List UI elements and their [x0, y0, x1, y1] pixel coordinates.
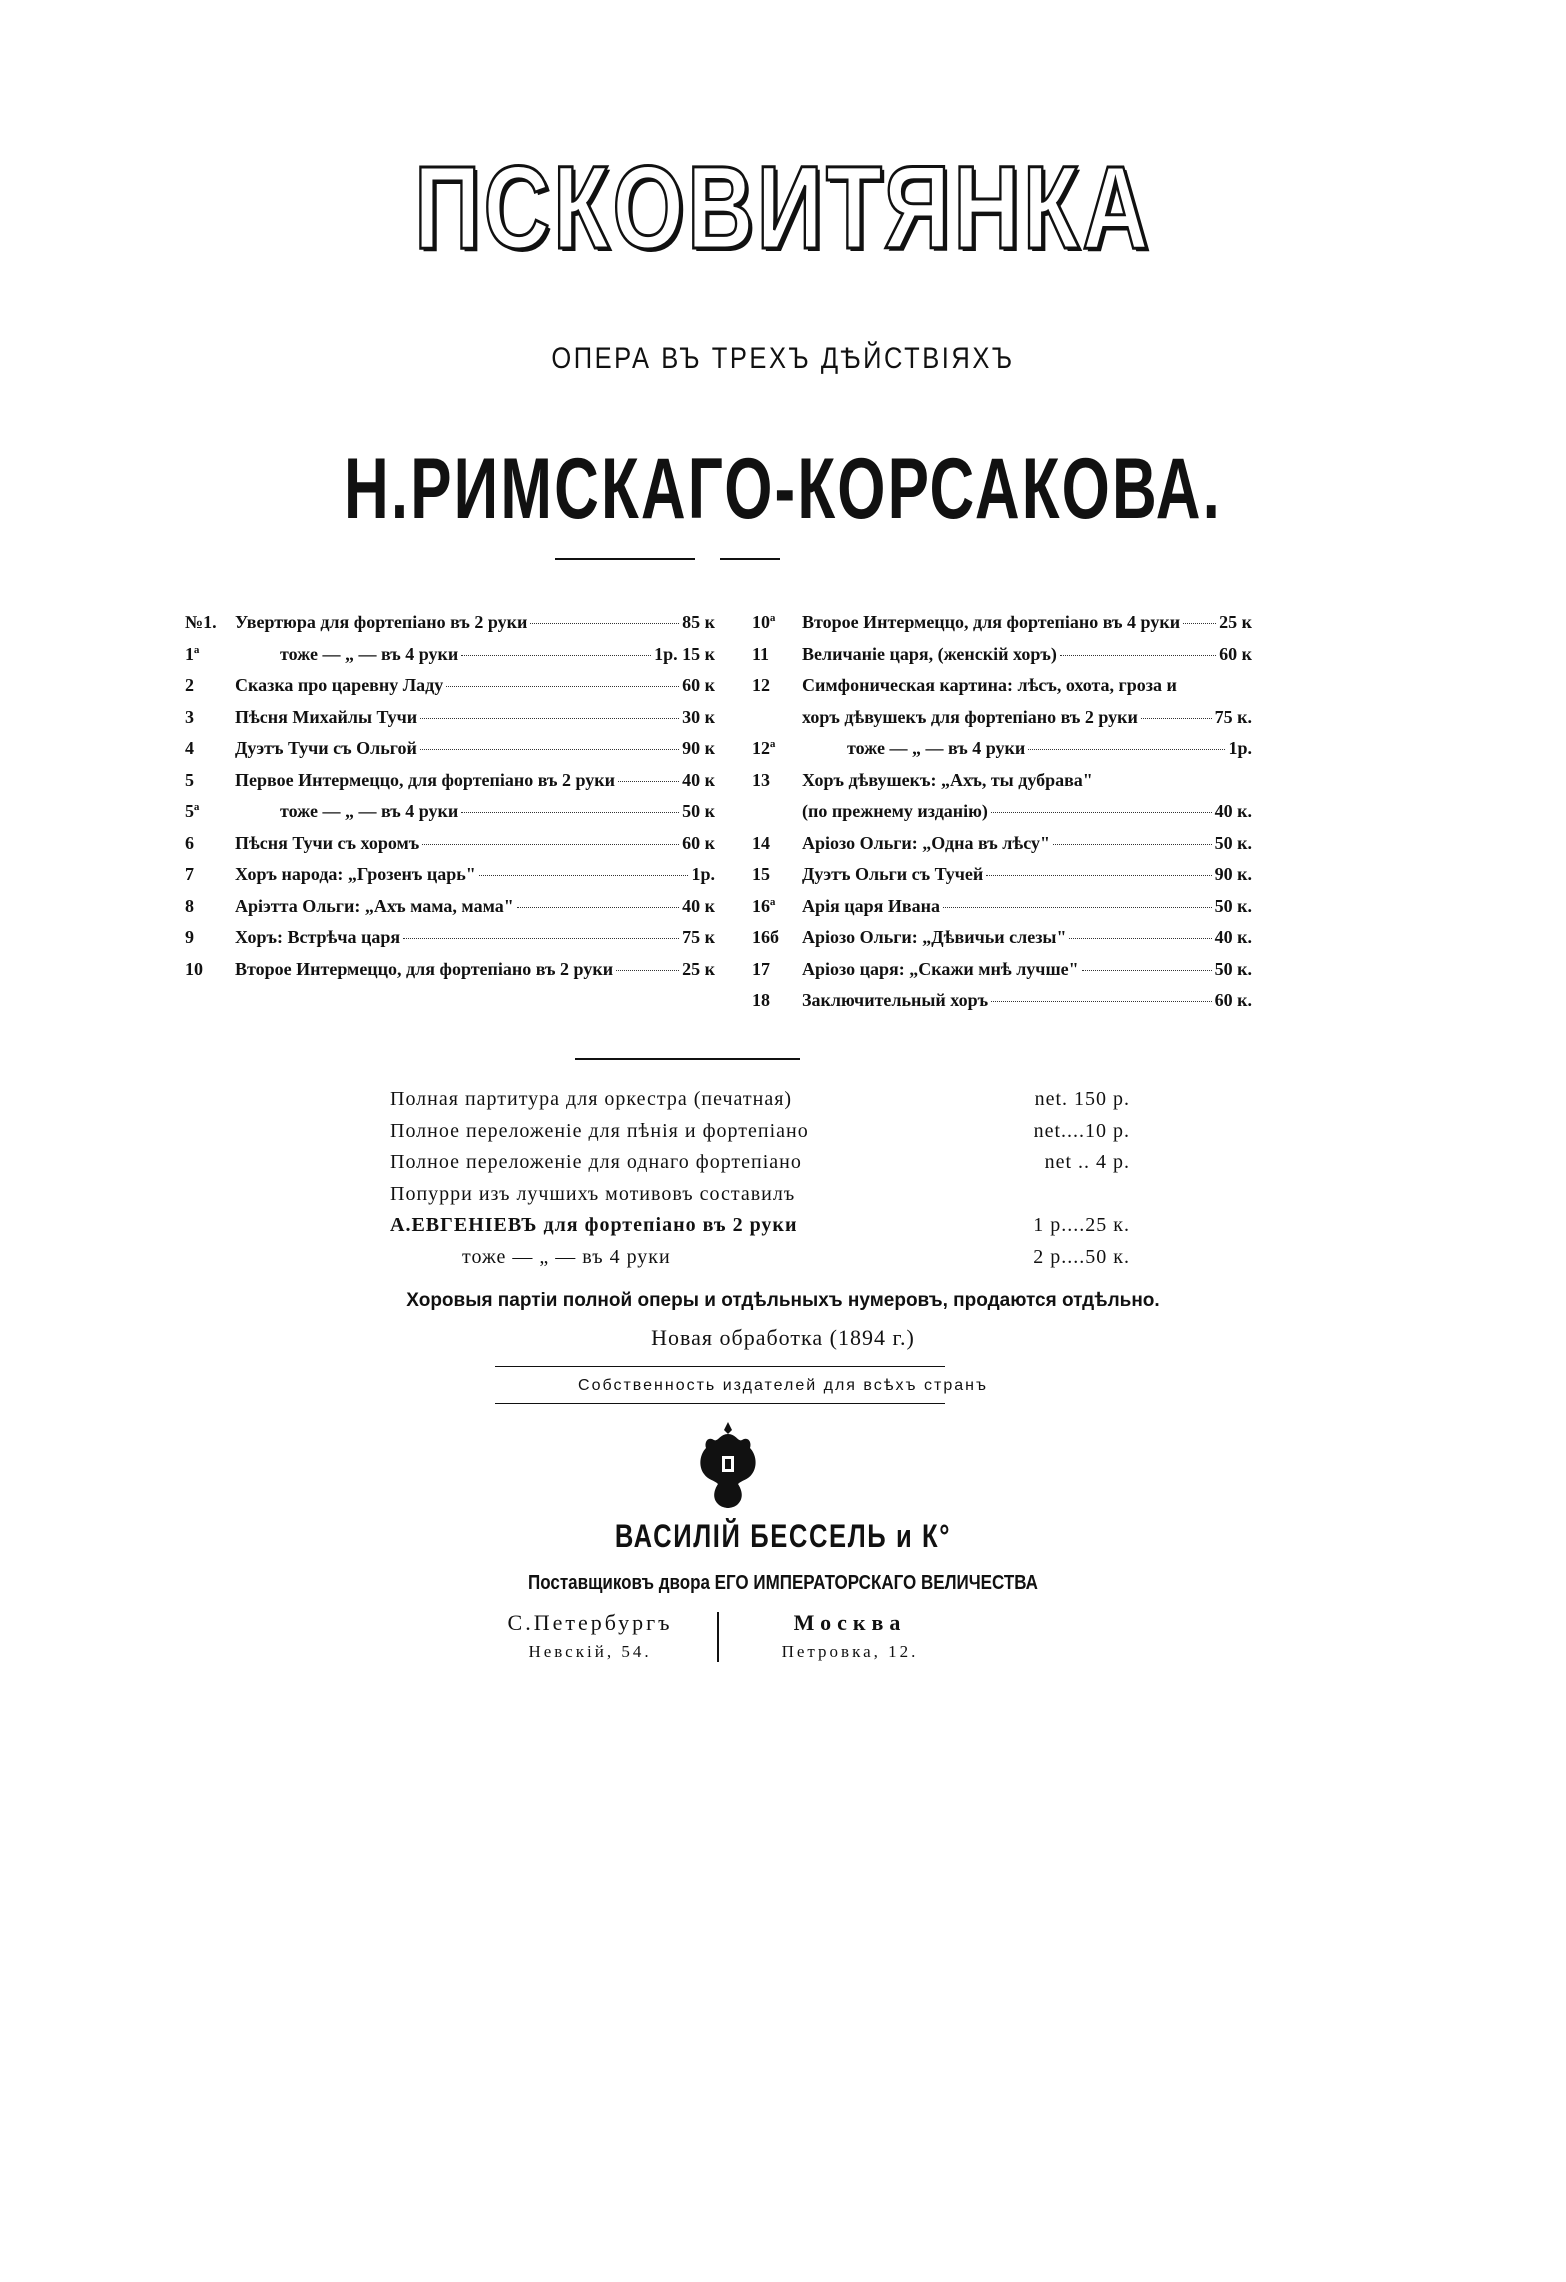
item-title: Дуэтъ Тучи съ Ольгой — [235, 738, 417, 758]
item-price: 1р. — [1228, 738, 1252, 758]
list-item — [752, 833, 1252, 864]
leader-dots — [530, 623, 679, 624]
item-number: 5ª — [185, 801, 200, 821]
city-moscow: Москва — [793, 1610, 907, 1635]
item-price: 40 к — [682, 769, 715, 790]
address-moscow: Петровка, 12. — [781, 1642, 919, 1661]
list-item — [185, 675, 715, 706]
item-title: Аріозо Ольги: „Дѣвичьи слезы" — [802, 927, 1067, 947]
item-price: 85 к — [682, 612, 715, 632]
list-item — [752, 990, 1252, 1021]
choral-note: Хоровыя партіи полной оперы и отдѣльныхъ нумеровъ, продаются отдѣльно. — [406, 1290, 1160, 1311]
item-number: №1. — [185, 612, 217, 632]
leader-dots — [1060, 655, 1216, 656]
item-title: Арія царя Ивана — [802, 895, 940, 916]
item-number: 8 — [185, 895, 194, 916]
item-number: 7 — [185, 864, 194, 884]
list-item — [752, 770, 1252, 801]
list-item — [752, 675, 1252, 706]
leader-dots — [991, 812, 1212, 813]
list-item — [185, 612, 715, 643]
item-title: Аріозо Ольги: „Одна въ лѣсу" — [802, 832, 1050, 853]
leader-dots — [616, 970, 679, 971]
item-number: 6 — [185, 832, 194, 853]
edition-item — [390, 1120, 1130, 1143]
edition-price: net .. 4 р. — [1044, 1151, 1130, 1173]
list-item — [185, 927, 715, 958]
item-number: 4 — [185, 738, 194, 758]
item-price: 60 к. — [1214, 990, 1252, 1010]
item-number: 9 — [185, 927, 194, 947]
edition-title: Полное переложеніе для пѣнія и фортепіано — [390, 1119, 809, 1142]
item-number: 10 — [185, 958, 203, 979]
leader-dots — [1183, 623, 1216, 624]
list-item — [752, 959, 1252, 990]
edition-item — [390, 1214, 1130, 1237]
item-number: 14 — [752, 832, 770, 853]
item-title: Аріэтта Ольги: „Ахъ мама, мама" — [235, 895, 514, 916]
edition-title: А.ЕВГЕНІЕВЪ для фортепіано въ 2 руки — [390, 1214, 798, 1236]
list-item — [185, 896, 715, 927]
item-title: тоже — „ — въ 4 руки — [235, 801, 459, 821]
edition-item — [390, 1151, 1130, 1174]
leader-dots — [461, 812, 679, 813]
edition-item — [390, 1246, 1130, 1269]
item-number: 1ª — [185, 643, 200, 664]
edition-price: 1 р....25 к. — [1033, 1214, 1130, 1236]
item-number: 17 — [752, 958, 770, 979]
item-price: 50 к — [682, 801, 715, 821]
item-price: 50 к. — [1214, 895, 1252, 916]
list-item — [752, 896, 1252, 927]
item-price: 90 к. — [1214, 864, 1252, 884]
edition-title: Полное переложеніе для однаго фортепіано — [390, 1151, 802, 1173]
publisher-name: ВАСИЛІЙ БЕССЕЛЬ и К° — [614, 1518, 952, 1554]
item-title: Пѣсня Тучи съ хоромъ — [235, 832, 420, 853]
list-item — [752, 612, 1252, 643]
edition-title: Полная партитура для оркестра (печатная) — [390, 1088, 793, 1110]
item-title: Аріозо царя: „Скажи мнѣ лучше" — [802, 958, 1079, 979]
leader-dots — [420, 718, 679, 719]
item-price: 40 к. — [1214, 801, 1252, 821]
purveyor-line: Поставщиковъ двора ЕГО ИМПЕРАТОРСКАГО ВЕЛИЧЕСТВА — [528, 1572, 1038, 1594]
list-item — [752, 801, 1252, 832]
item-number: 12 — [752, 675, 770, 695]
leader-dots — [1053, 844, 1212, 845]
edition-price: net....10 р. — [1033, 1119, 1130, 1142]
leader-dots — [403, 938, 679, 939]
city-separator — [717, 1612, 719, 1662]
item-title: тоже — „ — въ 4 руки — [235, 643, 459, 664]
item-price: 90 к — [682, 738, 715, 758]
edition-price: net. 150 р. — [1034, 1088, 1130, 1110]
list-item — [185, 770, 715, 801]
divider — [495, 1403, 945, 1404]
leader-dots — [461, 655, 651, 656]
list-item — [185, 959, 715, 990]
edition-item — [390, 1088, 1130, 1111]
leader-dots — [943, 907, 1212, 908]
leader-dots — [986, 875, 1211, 876]
list-item — [185, 801, 715, 832]
composer: Н.РИМСКАГО-КОРСАКОВА. — [343, 441, 1223, 537]
leader-dots — [420, 749, 679, 750]
item-number: 13 — [752, 769, 770, 790]
list-item — [752, 927, 1252, 958]
item-price: 50 к. — [1214, 832, 1252, 853]
item-number: 5 — [185, 769, 194, 790]
list-item — [185, 864, 715, 895]
leader-dots — [422, 844, 679, 845]
copyright-note: Собственность издателей для всѣхъ странъ — [578, 1377, 988, 1394]
edition-title: Попурри изъ лучшихъ мотивовъ составилъ — [390, 1182, 796, 1205]
imperial-eagle-icon — [693, 1420, 763, 1512]
item-title: Дуэтъ Ольги съ Тучей — [802, 864, 984, 884]
item-price: 25 к — [682, 958, 715, 979]
item-title: Симфоническая картина: лѣсъ, охота, гроза и — [802, 675, 1177, 695]
edition-item — [390, 1183, 1130, 1206]
leader-dots — [1141, 718, 1212, 719]
item-price: 1р. — [691, 864, 715, 884]
city-spb: С.Петербургъ — [507, 1610, 673, 1635]
item-number: 12ª — [752, 738, 776, 758]
item-title: Хоръ дѣвушекъ: „Ахъ, ты дубрава" — [802, 769, 1093, 790]
item-title: Второе Интермеццо, для фортепіано въ 4 руки — [802, 612, 1181, 632]
item-price: 40 к. — [1214, 927, 1252, 947]
item-title: Второе Интермеццо, для фортепіано въ 2 руки — [235, 958, 614, 979]
leader-dots — [1069, 938, 1211, 939]
item-price: 30 к — [682, 706, 715, 727]
opera-title: ПСКОВИТЯНКА — [414, 142, 1152, 274]
item-price: 60 к — [682, 832, 715, 853]
item-number: 16ª — [752, 895, 776, 916]
item-title: Первое Интермеццо, для фортепіано въ 2 руки — [235, 769, 616, 790]
divider — [495, 1366, 945, 1367]
leader-dots — [1082, 970, 1212, 971]
edition-price: 2 р....50 к. — [1033, 1245, 1130, 1268]
address-spb: Невскій, 54. — [528, 1642, 652, 1661]
item-title: Хоръ: Встрѣча царя — [235, 927, 401, 947]
list-item — [185, 833, 715, 864]
list-item — [752, 738, 1252, 769]
item-price: 75 к — [682, 927, 715, 947]
item-price: 50 к. — [1214, 958, 1252, 979]
item-title: Заключительный хоръ — [802, 990, 989, 1010]
leader-dots — [1028, 749, 1225, 750]
leader-dots — [479, 875, 689, 876]
item-number: 15 — [752, 864, 770, 884]
list-item — [752, 644, 1252, 675]
subtitle: ОПЕРА ВЪ ТРЕХЪ ДѢЙСТВІЯХЪ — [551, 342, 1015, 375]
edition-title: тоже — „ — въ 4 руки — [390, 1245, 671, 1268]
list-item — [185, 707, 715, 738]
revision-note: Новая обработка (1894 г.) — [651, 1325, 915, 1350]
divider — [720, 558, 780, 560]
item-title: Увертюра для фортепіано въ 2 руки — [235, 612, 528, 632]
item-number: 16б — [752, 927, 779, 947]
list-item — [185, 738, 715, 769]
item-title: Пѣсня Михайлы Тучи — [235, 706, 418, 727]
item-number: 11 — [752, 643, 770, 664]
item-title: (по прежнему изданію) — [802, 801, 988, 821]
item-title: Величаніе царя, (женскій хоръ) — [802, 643, 1057, 664]
leader-dots — [446, 686, 679, 687]
item-price: 1р. 15 к — [654, 643, 715, 664]
divider — [555, 558, 695, 560]
item-title: Хоръ народа: „Грозенъ царь" — [235, 864, 476, 884]
item-number: 2 — [185, 675, 194, 695]
item-number: 10ª — [752, 612, 776, 632]
item-number: 18 — [752, 990, 770, 1010]
leader-dots — [517, 907, 679, 908]
leader-dots — [618, 781, 679, 782]
item-title: тоже — „ — въ 4 руки — [802, 738, 1026, 758]
item-price: 60 к — [682, 675, 715, 695]
list-item — [752, 864, 1252, 895]
item-price: 25 к — [1219, 612, 1252, 632]
item-title: Сказка про царевну Ладу — [235, 675, 444, 695]
item-title: хоръ дѣвушекъ для фортепіано въ 2 руки — [802, 706, 1138, 727]
list-item — [752, 707, 1252, 738]
item-price: 40 к — [682, 895, 715, 916]
list-item — [185, 644, 715, 675]
item-price: 75 к. — [1214, 706, 1252, 727]
item-number: 3 — [185, 706, 194, 727]
divider — [575, 1058, 800, 1060]
item-price: 60 к — [1219, 643, 1252, 664]
leader-dots — [991, 1001, 1211, 1002]
